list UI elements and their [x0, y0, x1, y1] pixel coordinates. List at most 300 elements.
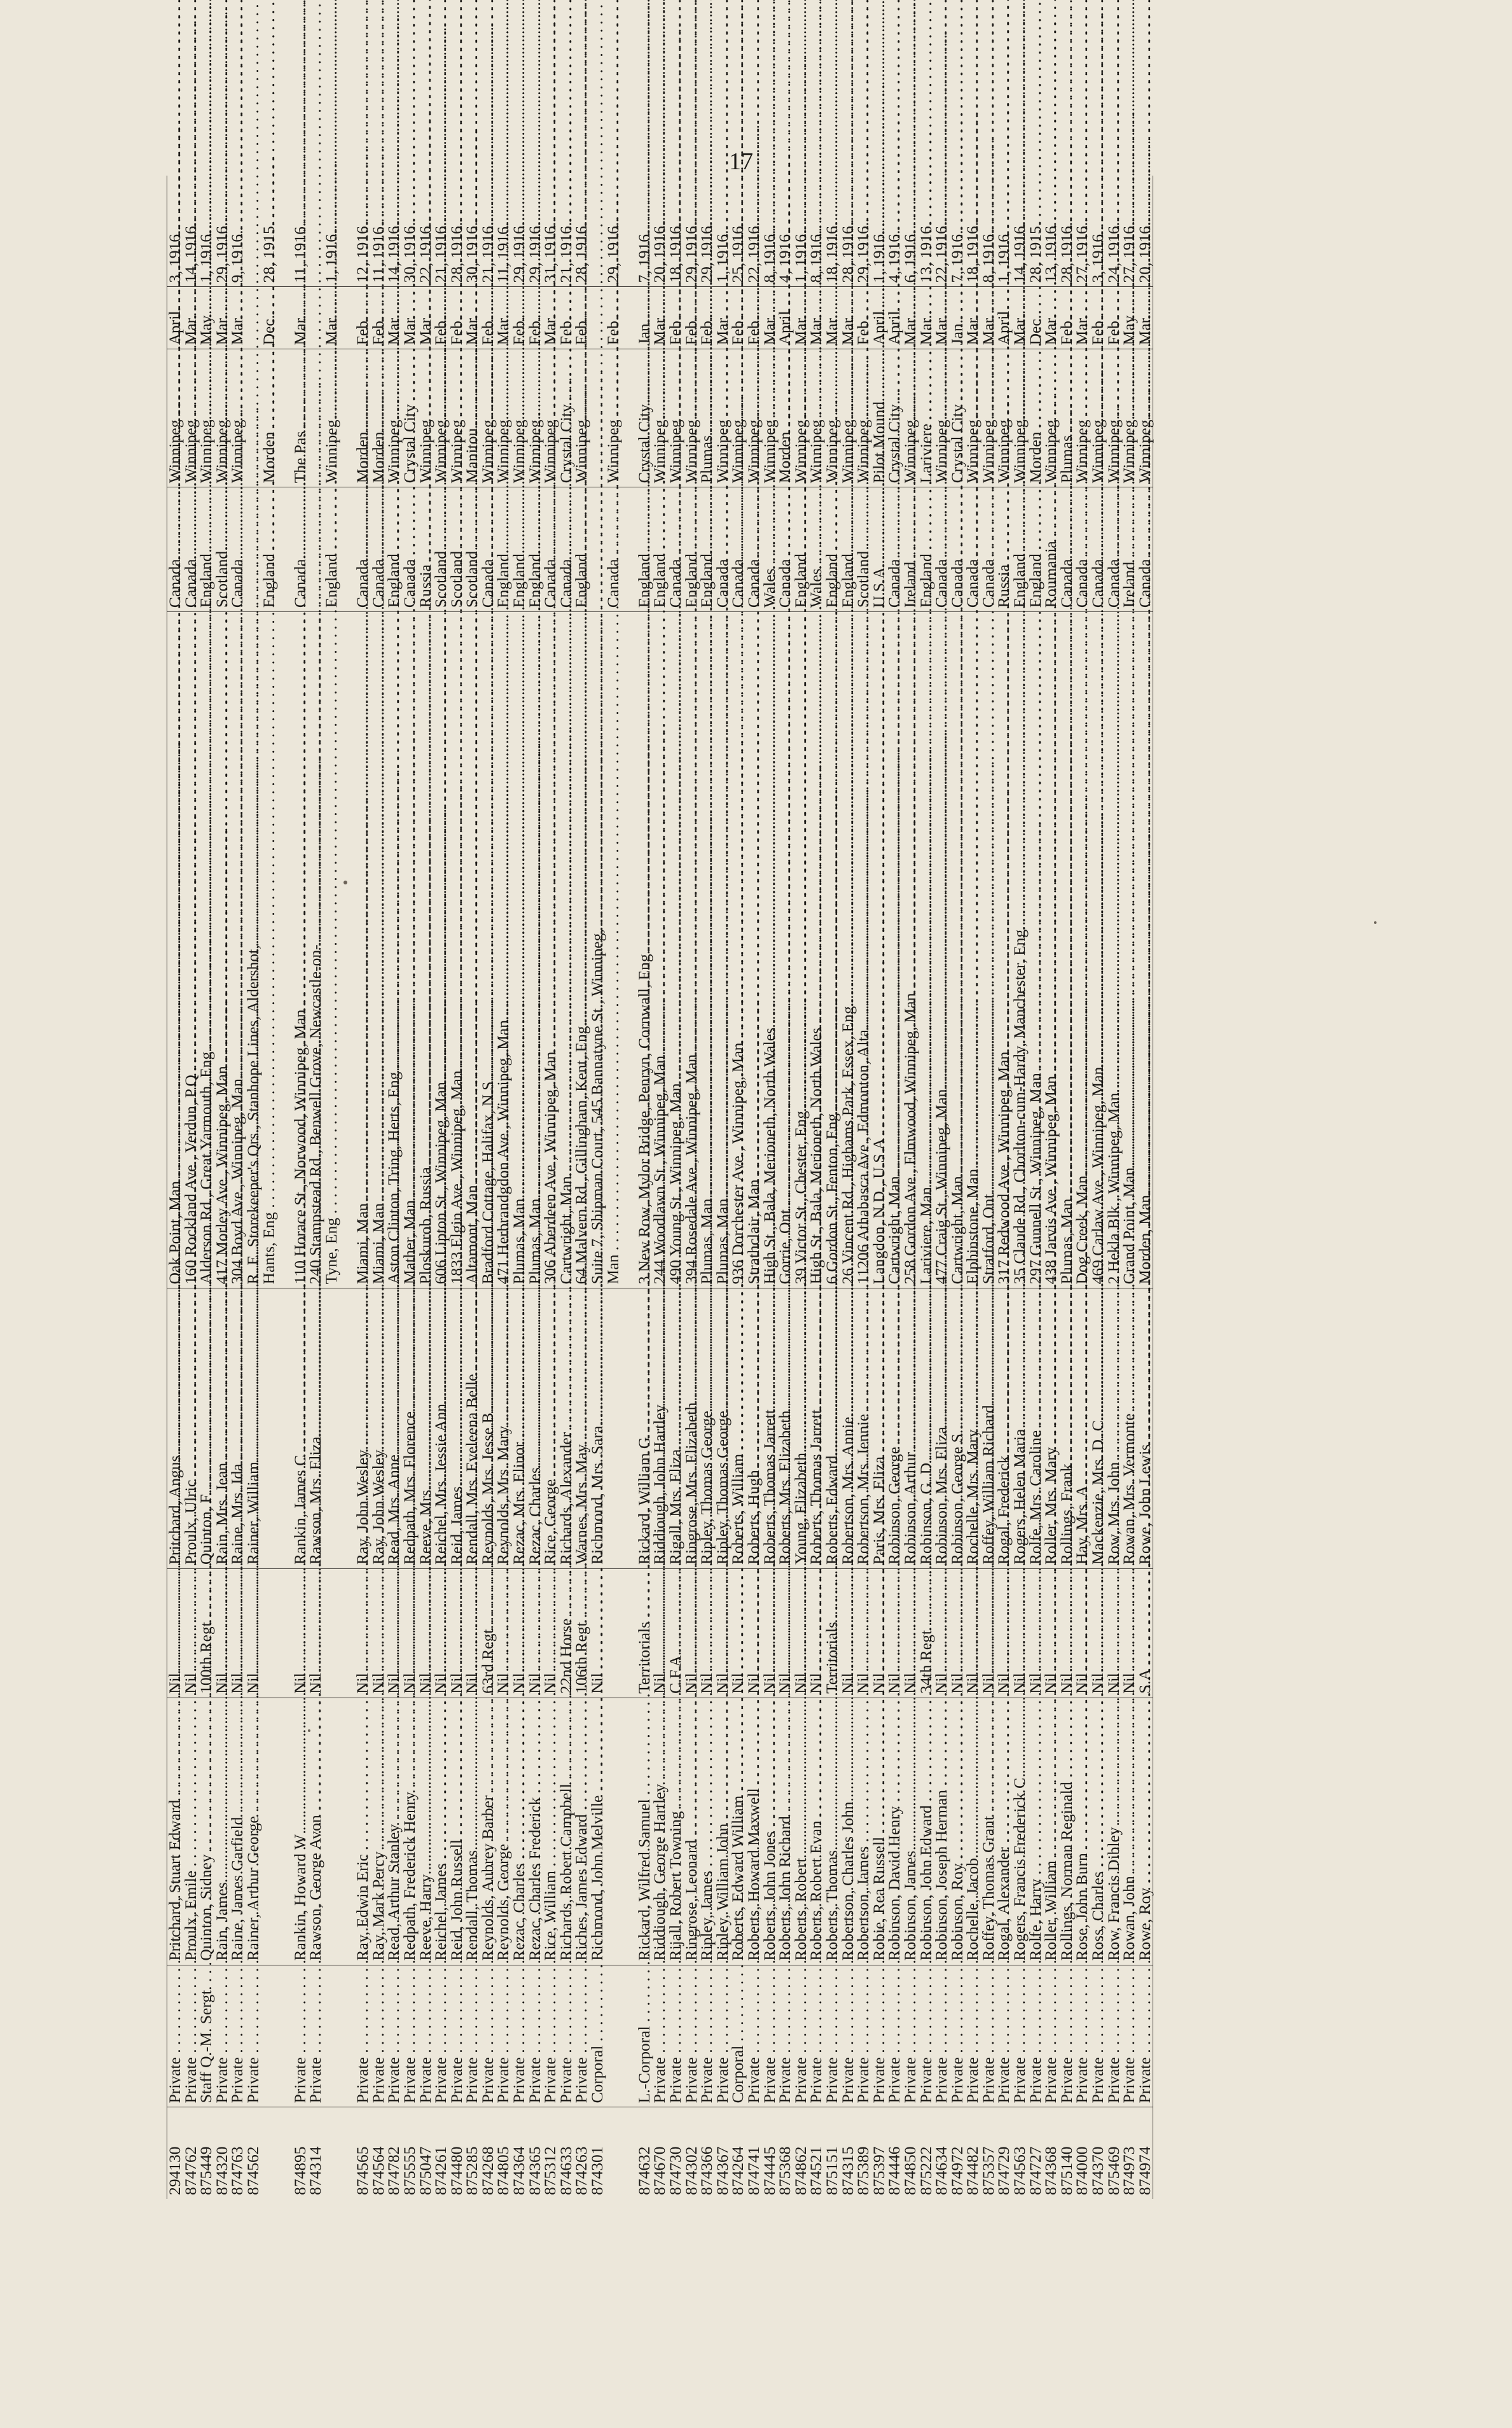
table-cell: 29, 1916. — [603, 221, 622, 283]
table-cell: Private . . . — [934, 1965, 950, 2107]
table-cell: Rogal, Alexander . . . — [996, 1698, 1012, 1965]
table-cell: Mar. — [840, 287, 856, 349]
table-cell: Mar. — [965, 287, 981, 349]
table-cell: Tyne, Eng . . . — [324, 612, 340, 1288]
table-cell: Rollings, Norman Reginald . . . — [1059, 1698, 1075, 1965]
table-cell: Feb. — [371, 287, 387, 349]
table-cell: 11206 Athabasca Ave., Edmonton, Alta . . . — [856, 612, 871, 1288]
table-cell: 874301 — [590, 2107, 606, 2199]
table-cell: Nil . . . — [449, 1569, 465, 1698]
table-row — [934, 176, 950, 2199]
table-cell: 4, 1916. — [885, 230, 904, 283]
table-cell: Nil . . . — [856, 1569, 871, 1698]
table-cell: Row, Mrs. John . . . — [1106, 1288, 1122, 1569]
table-cell: Crystal City . . . — [637, 349, 653, 487]
table-cell: Warnes, Mrs. May . . . — [574, 1288, 590, 1569]
table-cell: Ringrose, Leonard . . . — [684, 1698, 700, 1965]
table-cell: Private . . . — [511, 1965, 527, 2107]
table-cell: Jan. — [950, 287, 966, 349]
table-cell: Mar. — [919, 287, 934, 349]
table-cell: Robinson, David Henry . . . — [887, 1698, 903, 1965]
table-cell: Feb. — [1059, 287, 1075, 349]
table-cell: Plumas . . . — [1059, 349, 1075, 487]
table-cell: Reichel, Mrs. Jessie Ann . . . — [433, 1288, 449, 1569]
table-cell: 8, 1916. — [978, 230, 997, 283]
table-cell: 22, 1916. — [415, 221, 434, 283]
table-cell: Private . . . — [433, 1965, 449, 2107]
table-cell — [606, 1965, 621, 2107]
table-cell: 297 Gunnell St., Winnipeg, Man . . . — [1028, 612, 1044, 1288]
table-cell: Rainer, William . . . — [246, 1288, 261, 1569]
table-cell: England . . . — [824, 487, 840, 612]
table-cell: Winnipeg . . . — [543, 349, 558, 487]
table-cell: Feb. — [558, 287, 574, 349]
table-cell: Private . . . — [230, 1965, 246, 2107]
table-cell: Canada . . . — [965, 487, 981, 612]
table-cell: Nil . . . — [1121, 1569, 1137, 1698]
table-cell: England . . . — [386, 487, 402, 612]
table-cell: 28, 1916. — [1057, 221, 1076, 283]
table-cell: Miami, Man . . . — [371, 612, 387, 1288]
table-cell: Nil . . . — [981, 1569, 997, 1698]
table-cell: Mar. — [214, 287, 230, 349]
table-cell: Mar. — [793, 287, 809, 349]
table-cell: Robinson, Arthur . . . — [903, 1288, 919, 1569]
table-cell: 26 Vincent Rd., Highams Park, Essex, Eng . . . — [840, 612, 856, 1288]
table-cell: Winnipeg . . . — [808, 349, 824, 487]
table-cell: Nil . . . — [293, 1569, 309, 1698]
table-row — [433, 176, 449, 2199]
table-cell: Feb. — [606, 287, 621, 349]
table-cell: 29, 1916. — [681, 221, 700, 283]
table-cell — [606, 1569, 621, 1698]
table-cell: Suite 7, Shipman Court, 545 Bannatyne St., Winnipeg, . . . — [590, 612, 606, 1288]
table-cell: Lariviere, Man . . . — [919, 612, 934, 1288]
table-cell: 394 Rosedale Ave., Winnipeg, Man . . . — [684, 612, 700, 1288]
table-cell: 110 Horace St., Norwood, Winnipeg, Man . . . — [293, 612, 309, 1288]
table-cell: Robinson, George . . . — [887, 1288, 903, 1569]
table-cell: Wales . . . — [808, 487, 824, 612]
table-cell: 874632 — [637, 2107, 653, 2199]
table-cell: 294130 — [167, 2107, 183, 2199]
table-cell: Roller, William . . . — [1043, 1698, 1059, 1965]
table-cell: Rezac, Charles Frederick . . . — [527, 1698, 543, 1965]
table-cell: 874370 — [1090, 2107, 1106, 2199]
table-cell: Rickard, William G . . . — [637, 1288, 653, 1569]
table-cell: Canada . . . — [1074, 487, 1090, 612]
table-cell: Private . . . — [668, 1965, 684, 2107]
table-cell: Robinson, G. D . . . — [919, 1288, 934, 1569]
table-cell: 874564 — [371, 2107, 387, 2199]
table-cell: 6 Gordon St., Fenton, Eng . . . — [824, 612, 840, 1288]
table-cell: 20, 1916. — [650, 221, 669, 283]
table-cell — [261, 1569, 277, 1698]
table-cell: Read, Mrs. Anne . . . — [386, 1288, 402, 1569]
table-cell: 874480 — [449, 2107, 465, 2199]
table-cell: 936 Dorchester Ave., Winnipeg, Man . . . — [730, 612, 746, 1288]
table-cell: Rijall, Robert Towning . . . — [668, 1698, 684, 1965]
table-cell — [606, 2107, 621, 2199]
table-cell: Private . . . — [355, 1965, 371, 2107]
table-cell: Nil . . . — [308, 1569, 324, 1698]
table-cell: 6, 1916. — [900, 230, 919, 283]
table-cell: Scotland . . . — [214, 487, 230, 612]
table-cell: 63rd Regt . . . — [480, 1569, 496, 1698]
table-cell: Private . . . — [762, 1965, 778, 2107]
table-cell: Feb. — [1106, 287, 1122, 349]
table-cell: Roberts, William . . . — [730, 1288, 746, 1569]
table-cell: Feb. — [730, 287, 746, 349]
table-cell: Redpath, Frederick Henry . . . — [402, 1698, 418, 1965]
table-cell: Rigall, Mrs. Eliza . . . — [668, 1288, 684, 1569]
table-cell: England . . . — [840, 487, 856, 612]
table-cell: England . . . — [574, 487, 590, 612]
table-cell: Nil . . . — [511, 1569, 527, 1698]
table-cell: 28, 1915. — [259, 221, 278, 283]
table-cell: Rowan, John . . . — [1121, 1698, 1137, 1965]
table-cell: Roberts, Howard Maxwell . . . — [746, 1698, 762, 1965]
table-cell: 874763 — [230, 2107, 246, 2199]
table-cell: April — [167, 287, 183, 349]
table-cell: Reid, James . . . — [449, 1288, 465, 1569]
table-cell: 306 Aberdeen Ave., Winnipeg, Man . . . — [543, 612, 558, 1288]
table-cell: 22, 1916. — [932, 221, 951, 283]
table-cell: Winnipeg . . . — [824, 349, 840, 487]
table-cell: 874563 — [1012, 2107, 1028, 2199]
table-cell: 7, 1916. — [947, 230, 966, 283]
table-cell: Private . . . — [496, 1965, 511, 2107]
table-cell — [324, 1288, 340, 1569]
table-cell: 490 Young St., Winnipeg, Man . . . — [668, 612, 684, 1288]
table-cell: Winnipeg . . . — [1137, 349, 1153, 487]
table-cell — [324, 1569, 340, 1698]
table-cell: Bradford Cottage, Halifax, N.S . . . — [480, 612, 496, 1288]
table-cell: 7, 1916. — [634, 230, 653, 283]
table-cell: 30, 1916. — [462, 221, 482, 283]
table-cell: Hay, Mrs. A . . . — [1074, 1288, 1090, 1569]
table-cell — [261, 1698, 277, 1965]
table-cell: Private . . . — [652, 1965, 668, 2107]
table-cell: Wales . . . — [762, 487, 778, 612]
table-cell: Scotland . . . — [449, 487, 465, 612]
table-cell: 13, 1916. — [1041, 221, 1060, 283]
table-cell: Crystal City . . . — [887, 349, 903, 487]
table-cell: 3, 1916. — [167, 176, 183, 287]
table-cell: Private . . . — [950, 1965, 966, 2107]
table-cell: Private . . . — [308, 1965, 324, 2107]
table-cell: 874565 — [355, 2107, 371, 2199]
table-cell: Rowe, Roy . . . — [1137, 1698, 1153, 1965]
table-cell: Nil . . . — [777, 1569, 793, 1698]
table-row — [511, 176, 527, 2199]
table-cell: Corporal . . . — [590, 1965, 606, 2107]
table-cell: Plumas . . . — [699, 349, 715, 487]
table-cell: Crystal City . . . — [402, 349, 418, 487]
table-cell: Private . . . — [371, 1965, 387, 2107]
table-cell: England . . . — [637, 487, 653, 612]
table-cell: Nil . . . — [183, 1569, 199, 1698]
table-cell: Quinton, F . . . — [198, 1288, 214, 1569]
table-cell: Robinson, Mrs. Eliza . . . — [934, 1288, 950, 1569]
table-cell: 28, 1916. — [838, 221, 857, 283]
table-cell: Gorrie, Ont . . . — [777, 612, 793, 1288]
table-cell: Nil . . . — [1059, 1569, 1075, 1698]
table-cell: Winnipeg . . . — [793, 349, 809, 487]
table-cell: Canada . . . — [402, 487, 418, 612]
table-cell: Private . . . — [558, 1965, 574, 2107]
table-row — [668, 176, 684, 2199]
table-cell: England . . . — [793, 487, 809, 612]
table-cell: 874320 — [214, 2107, 230, 2199]
table-cell: 874521 — [808, 2107, 824, 2199]
table-cell: Robertson, James . . . — [856, 1698, 871, 1965]
table-cell: Private . . . — [965, 1965, 981, 2107]
table-cell: Feb. — [699, 287, 715, 349]
table-cell: Canada . . . — [746, 487, 762, 612]
table-cell: Jan. — [637, 287, 653, 349]
table-cell: Winnipeg . . . — [1012, 349, 1028, 487]
table-cell: Private . . . — [840, 1965, 856, 2107]
table-cell: Nil . . . — [684, 1569, 700, 1698]
table-cell: Mar. — [418, 287, 434, 349]
table-cell: Russia . . . — [996, 487, 1012, 612]
table-row — [606, 176, 621, 2199]
table-cell: England . . . — [652, 487, 668, 612]
table-cell: Riddiough, John Hartley . . . — [652, 1288, 668, 1569]
table-cell: Mar. — [324, 287, 340, 349]
table-cell: Canada . . . — [1137, 487, 1153, 612]
table-cell: 29, 1916. — [854, 221, 873, 283]
table-cell: 874482 — [965, 2107, 981, 2199]
table-cell: Feb. — [668, 287, 684, 349]
table-cell: Mar. — [496, 287, 511, 349]
table-cell: Private . . . — [543, 1965, 558, 2107]
table-cell: Private . . . — [1059, 1965, 1075, 2107]
table-cell: Ray, Mark Percy . . . — [371, 1698, 387, 1965]
table-cell — [261, 1288, 277, 1569]
table-cell: 64 Malvern Rd., Gillingham, Kent, Eng . . . — [574, 612, 590, 1288]
table-cell: Plumas, Man . . . — [511, 612, 527, 1288]
table-cell: Altamont, Man . . . — [464, 612, 480, 1288]
table-cell: Plumas, Man . . . — [1059, 612, 1075, 1288]
table-cell: Canada . . . — [480, 487, 496, 612]
table-cell: Rezac, Charles . . . — [511, 1698, 527, 1965]
table-cell: 875140 — [1059, 2107, 1075, 2199]
table-cell: Private . . . — [856, 1965, 871, 2107]
table-cell: Nil . . . — [840, 1569, 856, 1698]
table-cell: Private . . . — [903, 1965, 919, 2107]
table-cell: Private . . . — [386, 1965, 402, 2107]
table-cell: 2 Hekla Blk., Winnipeg, Man . . . — [1106, 612, 1122, 1288]
table-cell: Private . . . — [808, 1965, 824, 2107]
table-cell: Nil . . . — [1106, 1569, 1122, 1698]
table-cell: Nil . . . — [418, 1569, 434, 1698]
table-cell: Morden, Man . . . — [1137, 612, 1153, 1288]
table-cell: 11, 1916. — [290, 222, 309, 283]
table-cell: 874314 — [308, 2107, 324, 2199]
table-cell: 874727 — [1028, 2107, 1044, 2199]
table-cell: Nil . . . — [386, 1569, 402, 1698]
table-cell: Cartwright, Man . . . — [950, 612, 966, 1288]
table-cell: Crystal City . . . — [950, 349, 966, 487]
table-cell: Strathclair, Man . . . — [746, 612, 762, 1288]
table-cell: 18, 1916. — [822, 221, 841, 283]
table-cell: 1, 1916. — [197, 230, 216, 283]
table-cell: Rankin, Howard W . . . — [293, 1698, 309, 1965]
table-cell: Canada . . . — [167, 487, 183, 612]
table-cell: 874762 — [183, 2107, 199, 2199]
table-cell: 875357 — [981, 2107, 997, 2199]
table-cell: Manitou . . . — [464, 349, 480, 487]
table-cell: 606 Lipton St., Winnipeg, Man . . . — [433, 612, 449, 1288]
table-cell: Private . . . — [183, 1965, 199, 2107]
table-cell: Canada . . . — [230, 487, 246, 612]
table-cell: Private . . . — [1074, 1965, 1090, 2107]
table-cell: Nil . . . — [1043, 1569, 1059, 1698]
table-cell: Private . . . — [464, 1965, 480, 2107]
table-cell: 30, 1916. — [399, 221, 419, 283]
table-cell: Mar. — [402, 287, 418, 349]
table-cell: Reeve, Harry . . . — [418, 1698, 434, 1965]
table-cell: Canada . . . — [715, 487, 731, 612]
table-cell: England . . . — [527, 487, 543, 612]
table-cell: Winnipeg . . . — [511, 349, 527, 487]
table-cell: Nil . . . — [230, 1569, 246, 1698]
table-cell: Raine, Mrs. Ida . . . — [230, 1288, 246, 1569]
table-cell: 29, 1916. — [525, 221, 544, 283]
table-cell: Proulx, Ulric . . . — [183, 1288, 199, 1569]
table-cell: Private . . . — [684, 1965, 700, 2107]
table-cell: Robie, Rea Russell . . . — [871, 1698, 887, 1965]
table-cell: Winnipeg . . . — [480, 349, 496, 487]
table-cell: Corporal . . . — [730, 1965, 746, 2107]
table-cell: Nil . . . — [887, 1569, 903, 1698]
table-cell: 34th Regt . . . — [919, 1569, 934, 1698]
table-cell: Aston Clinton, Tring, Herts, Eng . . . — [386, 612, 402, 1288]
table-cell: April — [887, 287, 903, 349]
table-cell: Canada . . . — [355, 487, 371, 612]
table-cell: Rendall, Mrs. Eveleena Belle . . . — [464, 1288, 480, 1569]
table-cell: Russia . . . — [418, 487, 434, 612]
table-cell: Oak Point, Man . . . — [167, 612, 183, 1288]
table-cell: 875222 — [919, 2107, 934, 2199]
table-cell: 27, 1916. — [1072, 221, 1092, 283]
table-cell: Roberts, Hugh . . . — [746, 1288, 762, 1569]
table-cell: Roberts, John Jones . . . — [762, 1698, 778, 1965]
table-cell: Private . . . — [214, 1965, 230, 2107]
table-cell: 874446 — [887, 2107, 903, 2199]
table-cell: Canada . . . — [558, 487, 574, 612]
table-cell: 874729 — [996, 2107, 1012, 2199]
table-cell: Reynolds, Aubrey Barber . . . — [480, 1698, 496, 1965]
table-cell: Roffey, William Richard . . . — [981, 1288, 997, 1569]
table-cell: Ray, John Wesley . . . — [371, 1288, 387, 1569]
table-cell: Winnipeg . . . — [856, 349, 871, 487]
table-cell: 28, 1916. — [572, 221, 591, 283]
table-cell: Winnipeg . . . — [934, 349, 950, 487]
table-cell: Mar. — [1012, 287, 1028, 349]
table-cell: Feb. — [856, 287, 871, 349]
table-cell: Ripley, Thomas George . . . — [715, 1288, 731, 1569]
table-cell: Lariviere . . . — [919, 349, 934, 487]
table-cell: Richards, Robert Campbell . . . — [558, 1698, 574, 1965]
table-cell: Rainer, Arthur George . . . — [246, 1698, 261, 1965]
table-cell: Canada . . . — [293, 487, 309, 612]
table-cell: Rendall, Thomas . . . — [464, 1698, 480, 1965]
table-cell: Plumas, Man . . . — [527, 612, 543, 1288]
table-cell: England . . . — [1012, 487, 1028, 612]
table-cell: 244 Woodlawn St., Winnipeg, Man . . . — [652, 612, 668, 1288]
table-cell: Rogers, Francis Frederick C . . . — [1012, 1698, 1028, 1965]
table-cell: Canada . . . — [1059, 487, 1075, 612]
table-cell: Robertson, Mrs. Annie . . . — [840, 1288, 856, 1569]
table-cell: Rawson, Mrs. Eliza . . . — [308, 1288, 324, 1569]
table-cell: 1, 1916. — [994, 230, 1013, 283]
table-cell: Rose, John Burn . . . — [1074, 1698, 1090, 1965]
table-cell: Winnipeg . . . — [198, 349, 214, 487]
table-cell: Winnipeg . . . — [167, 349, 183, 487]
table-cell: 874367 — [715, 2107, 731, 2199]
table-cell: Roberts, Edward . . . — [824, 1288, 840, 1569]
table-cell: 874562 — [246, 2107, 261, 2199]
table-cell: Feb. — [684, 287, 700, 349]
table-cell: England . . . — [324, 487, 340, 612]
table-cell: Mar. — [762, 287, 778, 349]
table-cell: Grand Point, Man . . . — [1121, 612, 1137, 1288]
table-cell: Roberts, Thomas Jarrett . . . — [762, 1288, 778, 1569]
table-cell: Rankin, James C . . . — [293, 1288, 309, 1569]
table-row — [1012, 176, 1028, 2199]
table-cell: Pritchard, Angus . . . — [167, 1288, 183, 1569]
table-cell: Paris, Mrs. Eliza . . . — [871, 1288, 887, 1569]
table-cell: Private . . . — [981, 1965, 997, 2107]
table-cell: Winnipeg . . . — [715, 349, 731, 487]
table-cell: Ireland . . . — [903, 487, 919, 612]
table-cell — [324, 1965, 340, 2107]
table-cell: Winnipeg . . . — [606, 349, 621, 487]
table-cell: Nil . . . — [402, 1569, 418, 1698]
table-cell: Winnipeg . . . — [668, 349, 684, 487]
table-row — [261, 176, 277, 2199]
table-cell: Nil . . . — [433, 1569, 449, 1698]
table-row — [167, 176, 183, 2199]
table-cell: Richmond, John Melville . . . — [590, 1698, 606, 1965]
table-cell: Nil . . . — [1012, 1569, 1028, 1698]
table-cell: Nil . . . — [590, 1569, 606, 1698]
table-cell: 874302 — [684, 2107, 700, 2199]
table-cell: 874634 — [934, 2107, 950, 2199]
table-cell: Nil . . . — [793, 1569, 809, 1698]
table-cell: April — [871, 287, 887, 349]
table-cell: Nil . . . — [214, 1569, 230, 1698]
table-cell: 438 Jarvis Ave., Winnipeg, Man . . . — [1043, 612, 1059, 1288]
table-cell: U.S.A . . . — [871, 487, 887, 612]
table-cell: Nil . . . — [965, 1569, 981, 1698]
table-cell: Canada . . . — [730, 487, 746, 612]
table-cell: 31, 1916. — [541, 221, 560, 283]
table-cell: 874315 — [840, 2107, 856, 2199]
table-cell: Mar. — [183, 287, 199, 349]
table-cell: 875312 — [543, 2107, 558, 2199]
table-cell: Feb. — [433, 287, 449, 349]
table-row — [590, 176, 606, 2199]
table-cell: Ross, Charles . . . — [1090, 1698, 1106, 1965]
table-cell: 874000 — [1074, 2107, 1090, 2199]
table-cell: Feb. — [527, 287, 543, 349]
table-cell: 874368 — [1043, 2107, 1059, 2199]
table-cell: Rowan, Mrs. Vermonte . . . — [1121, 1288, 1137, 1569]
table-cell: Winnipeg . . . — [386, 349, 402, 487]
